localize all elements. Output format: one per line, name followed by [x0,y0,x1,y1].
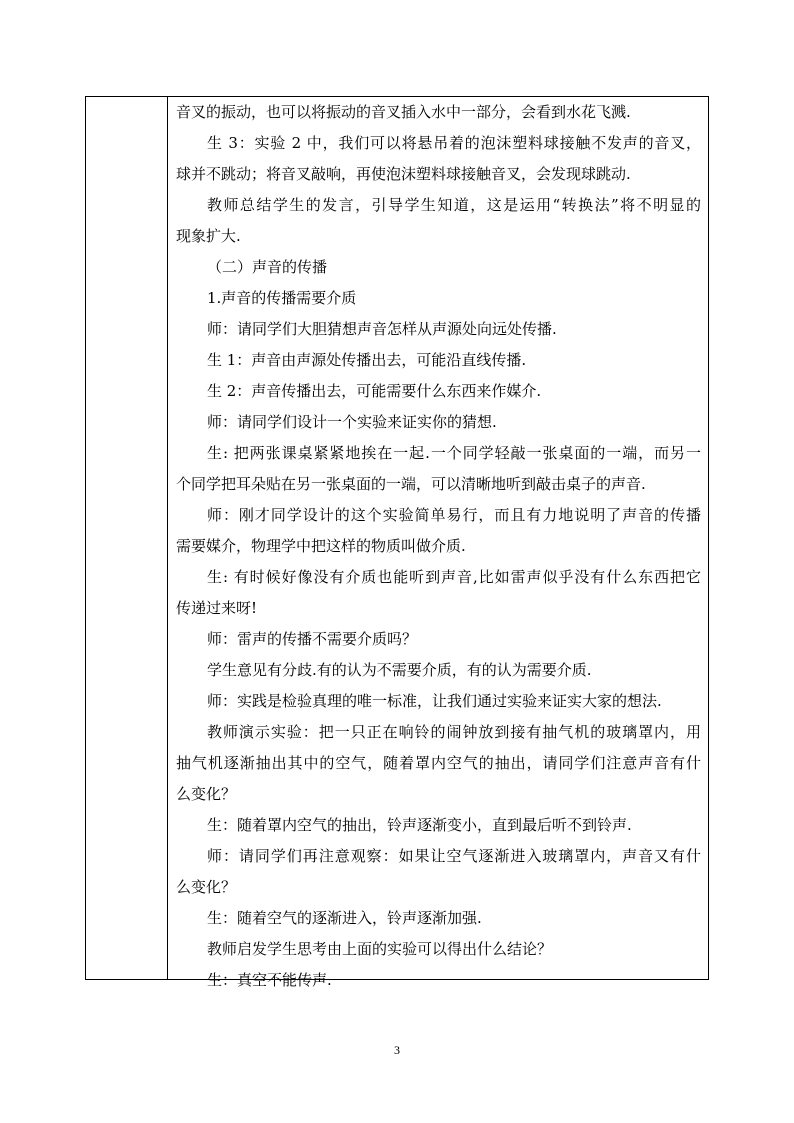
text-line: 师：实践是检验真理的唯一标准，让我们通过实验来证实大家的想法. [207,692,662,710]
text-line: 生 1：声音由声源处传播出去，可能沿直线传播. [207,351,527,369]
text-line: 个同学把耳朵贴在另一张桌面的一端，可以清晰地听到敲击桌子的声音. [176,475,646,493]
text-line: 生 2：声音传播出去，可能需要什么东西来作媒介. [207,382,542,400]
text-line: 生：随着空气的逐渐进入，铃声逐渐加强. [207,909,482,927]
text-line: 生：真空不能传声. [207,971,332,989]
text-line: 教师启发学生思考由上面的实验可以得出什么结论？ [207,940,553,958]
text-line: 教师演示实验：把一只正在响铃的闹钟放到接有抽气机的玻璃罩内，用 [207,723,701,741]
text-line: 音叉的振动，也可以将振动的音叉插入水中一部分，会看到水花飞溅. [176,103,631,121]
text-line: 师：刚才同学设计的这个实验简单易行，而且有力地说明了声音的传播 [207,506,701,524]
text-line: 需要媒介，物理学中把这样的物质叫做介质. [176,537,466,555]
text-line: 生 3：实验 2 中，我们可以将悬吊着的泡沫塑料球接触不发声的音叉， [207,134,701,152]
text-line: 现象扩大. [176,227,241,245]
text-line: 生：随着罩内空气的抽出，铃声逐渐变小，直到最后听不到铃声. [207,816,632,834]
text-line: 抽气机逐渐抽出其中的空气，随着罩内空气的抽出，请同学们注意声音有什 [176,754,701,772]
text-line: 传递过来呀! [176,599,258,617]
text-line: 球并不跳动；将音叉敲响，再使泡沫塑料球接触音叉，会发现球跳动. [176,165,631,183]
lesson-table [85,96,709,989]
text-line: 师：请同学们再注意观察：如果让空气逐渐进入玻璃罩内，声音又有什 [207,847,701,865]
text-line: 生: 把两张课桌紧紧地挨在一起.一个同学轻敲一张桌面的一端，而另一 [207,444,701,462]
text-line: 师：请同学们大胆猜想声音怎样从声源处向远处传播. [207,320,557,338]
lesson-content-cell [168,97,708,989]
text-line: 师：请同学们设计一个实验来证实你的猜想. [207,413,497,431]
text-line: 么变化？ [176,785,237,803]
text-line: 么变化？ [176,878,237,896]
text-line: 师：雷声的传播不需要介质吗？ [207,630,418,648]
text-line: 生: 有时候好像没有介质也能听到声音,比如雷声似乎没有什么东西把它 [207,568,701,586]
section-heading: （二）声音的传播 [207,258,328,276]
subsection-heading: 1.声音的传播需要介质 [207,289,357,307]
text-line: 学生意见有分歧.有的认为不需要介质，有的认为需要介质. [207,661,592,679]
page-number: 3 [394,1043,400,1057]
text-line: 教师总结学生的发言，引导学生知道，这是运用“转换法”将不明显的 [207,196,701,214]
